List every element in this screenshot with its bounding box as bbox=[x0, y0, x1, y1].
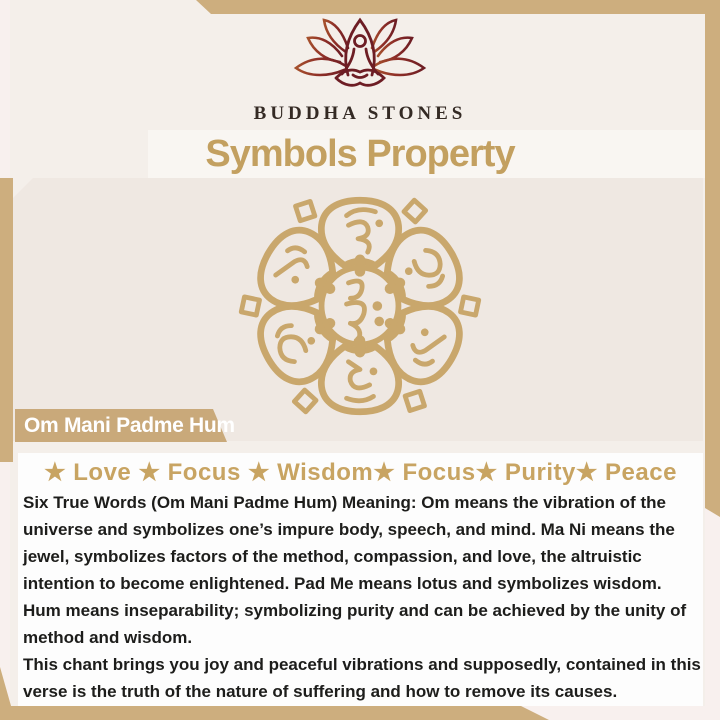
chant-paragraph: This chant brings you joy and peaceful vibrations and supposedly, contained in this verse is the truth of the nature of suffering and how to remove its causes. bbox=[23, 655, 701, 701]
top-accent-bar bbox=[196, 0, 720, 14]
content-panel bbox=[18, 453, 703, 706]
left-accent-bar bbox=[0, 178, 13, 462]
tibetan-syllable-glyph bbox=[274, 244, 313, 287]
tibetan-syllable-glyph bbox=[270, 317, 319, 366]
lotus-meditation-icon bbox=[290, 12, 430, 104]
tibetan-syllable-glyph bbox=[347, 210, 384, 253]
page-title: Symbols Property bbox=[205, 133, 515, 175]
meaning-paragraph: Six True Words (Om Mani Padme Hum) Meaning: Om means the vibration of the universe and symbolizes one’s impure body, speech, and mind. Ma Ni means the jewel, symbolizes factors of the method, compassion, and love, the altruistic intention to become enlightened. Pad Me means lotus and symbolizes wisdom. Hum means inseparability; symbolizing purity and can be achieved by the unity of method and wisdom. bbox=[23, 493, 687, 647]
bottom-accent-bar bbox=[0, 706, 549, 720]
brand-name: BUDDHA STONES bbox=[253, 103, 467, 124]
right-accent-bar bbox=[705, 0, 720, 517]
body-text bbox=[23, 489, 701, 705]
benefits-line: ★ Love ★ Focus ★ Wisdom★ Focus★ Purity★ Peace bbox=[44, 459, 677, 486]
tibetan-syllable-glyph bbox=[407, 325, 446, 368]
ribbon-label: Om Mani Padme Hum bbox=[24, 414, 235, 437]
mandala-petals bbox=[249, 200, 471, 412]
tibetan-syllable-glyph bbox=[401, 247, 450, 296]
tibetan-syllable-glyph bbox=[347, 362, 378, 401]
om-mani-padme-hum-mandala-icon bbox=[235, 181, 485, 431]
